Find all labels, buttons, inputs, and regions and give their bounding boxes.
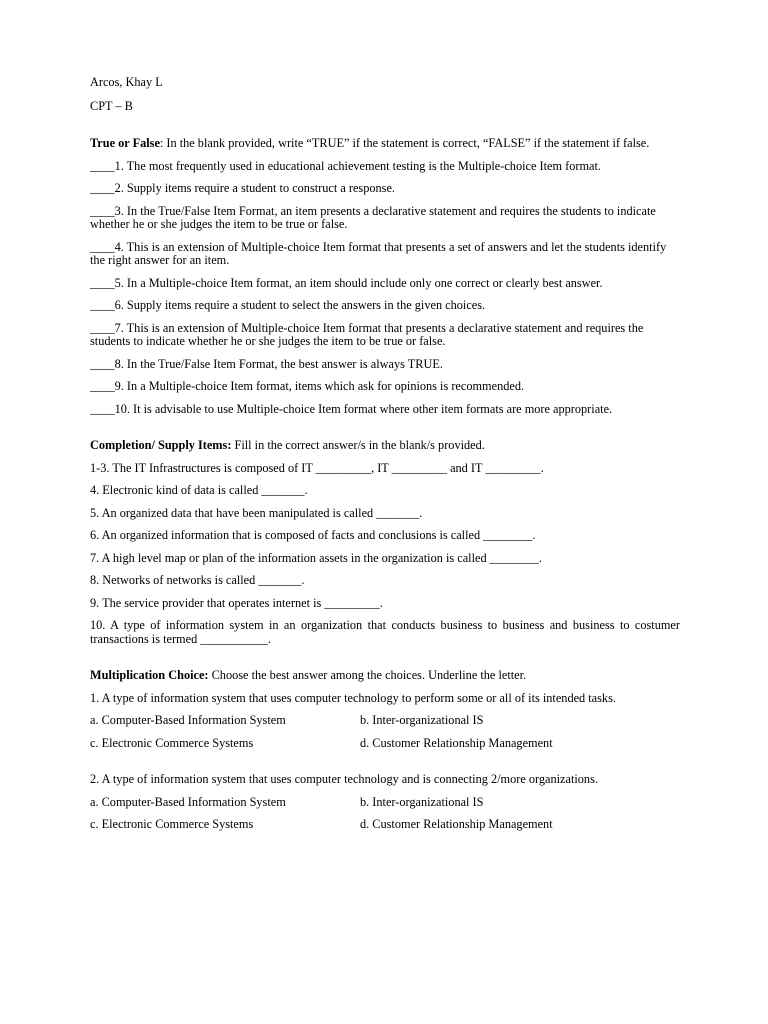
completion-title: Completion/ Supply Items: <box>90 438 232 452</box>
document-page <box>90 76 680 841</box>
true-false-title: True or False <box>90 136 160 150</box>
completion-item-6: 6. An organized information that is composed of facts and conclusions is called ________. <box>90 528 536 542</box>
completion-item-9: 9. The service provider that operates internet is _________. <box>90 595 383 610</box>
tf-item-3: ____3. In the True/False Item Format, an item presents a declarative statement and requires the students to indicate whether he or she judges the item to be true or false. <box>90 203 656 231</box>
tf-item-10: ____10. It is advisable to use Multiple-choice Item format where other item formats are more appropriate. <box>90 401 613 416</box>
multiple-choice-instructions <box>90 669 680 683</box>
tf-item-5: ____5. In a Multiple-choice Item format, an item should include only one correct or clearly best answer. <box>90 275 603 290</box>
tf-item-8: ____8. In the True/False Item Format, the best answer is always TRUE. <box>90 356 443 371</box>
mc-question-2: 2. A type of information system that uses computer technology and is connecting 2/more organizations. <box>90 772 598 786</box>
completion-item-5: 5. An organized data that have been manipulated is called _______. <box>90 505 423 520</box>
completion-item-4: 4. Electronic kind of data is called _______. <box>90 483 308 497</box>
multiple-choice-title: Multiplication Choice: <box>90 668 209 682</box>
completion-item-1-3: 1-3. The IT Infrastructures is composed of IT _________, IT _________ and IT _________. <box>90 460 544 475</box>
mc-question-2-choices-ab <box>90 796 680 810</box>
mc-2-choice-a: a. Computer-Based Information System <box>90 794 286 809</box>
mc-question-1-choices-ab <box>90 714 680 728</box>
multiple-choice-instruction-text: Choose the best answer among the choices. Underline the letter. <box>208 668 527 682</box>
tf-item-4: ____4. This is an extension of Multiple-choice Item format that presents a set of answers and let the students identify the right answer for an item. <box>90 239 667 267</box>
mc-1-choice-d: d. Customer Relationship Management <box>360 735 553 750</box>
mc-question-2-choices-cd <box>90 818 680 832</box>
mc-1-choice-c: c. Electronic Commerce Systems <box>90 735 254 750</box>
completion-instruction-text: Fill in the correct answer/s in the blank/s provided. <box>231 438 485 452</box>
completion-item-10: 10. A type of information system in an organization that conducts business to business and business to costumer transactions is termed ___________. <box>90 618 680 646</box>
mc-question-1-choices-cd <box>90 737 680 751</box>
tf-item-7: ____7. This is an extension of Multiple-choice Item format that presents a declarative statement and requires the students to indicate whether he or she judges the item to be true or false. <box>90 320 644 348</box>
true-false-instruction-text: : In the blank provided, write “TRUE” if the statement is correct, “FALSE” if the statement if false. <box>159 136 650 150</box>
mc-1-choice-a: a. Computer-Based Information System <box>90 713 286 727</box>
tf-item-2: ____2. Supply items require a student to construct a response. <box>90 181 395 195</box>
tf-item-1: ____1. The most frequently used in educational achievement testing is the Multiple-choice Item format. <box>90 158 601 173</box>
student-section: CPT – B <box>90 98 133 113</box>
tf-item-9: ____9. In a Multiple-choice Item format, items which ask for opinions is recommended. <box>90 379 525 393</box>
mc-question-1: 1. A type of information system that uses computer technology to perform some or all of its intended tasks. <box>90 690 616 705</box>
mc-1-choice-b: b. Inter-organizational IS <box>360 713 484 727</box>
completion-item-8: 8. Networks of networks is called _______. <box>90 573 305 587</box>
mc-2-choice-b: b. Inter-organizational IS <box>360 794 484 809</box>
completion-item-7: 7. A high level map or plan of the information assets in the organization is called ________. <box>90 550 542 565</box>
completion-instructions <box>90 439 680 453</box>
student-name: Arcos, Khay L <box>90 75 163 89</box>
mc-2-choice-c: c. Electronic Commerce Systems <box>90 817 254 831</box>
mc-2-choice-d: d. Customer Relationship Management <box>360 817 553 831</box>
true-false-instructions <box>90 137 680 151</box>
tf-item-6: ____6. Supply items require a student to select the answers in the given choices. <box>90 298 486 312</box>
